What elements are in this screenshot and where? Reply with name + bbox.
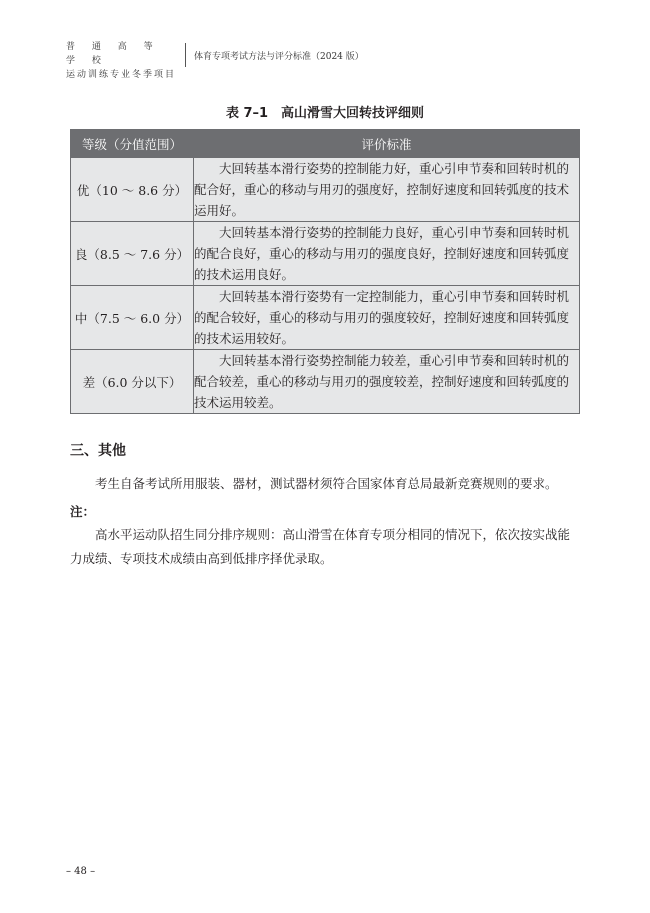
book-title: 体育专项考试方法与评分标准（2024 版） (194, 52, 364, 62)
header-grade: 等级（分值范围） (71, 130, 194, 158)
grade-cell: 良（8.5 ～ 7.6 分） (71, 222, 194, 286)
page-number: – 48 – (66, 866, 96, 877)
header-criteria: 评价标准 (194, 130, 580, 158)
section-heading: 三、其他 (70, 443, 126, 459)
grade-cell: 优（10 ～ 8.6 分） (71, 158, 194, 222)
table-caption: 表 7–1 高山滑雪大回转技评细则 (225, 106, 425, 121)
grade-cell: 差（6.0 分以下） (71, 350, 194, 414)
equipment-paragraph: 考生自备考试所用服装、器材，测试器材须符合国家体育总局最新竞赛规则的要求。 (95, 476, 558, 491)
criteria-cell: 大回转基本滑行姿势的控制能力好，重心引申节奏和回转时机的配合好，重心的移动与用刃的强度好，控制好速度和回转弧度的技术运用好。 (194, 158, 580, 222)
series-title-line2: 运动训练专业冬季项目 (66, 70, 177, 80)
grade-cell: 中（7.5 ～ 6.0 分） (71, 286, 194, 350)
table-row (71, 158, 580, 222)
series-title-line1: 普 通 高 等 学 校 (66, 42, 160, 66)
criteria-cell: 大回转基本滑行姿势控制能力较差，重心引申节奏和回转时机的配合较差，重心的移动与用刃的强度较差，控制好速度和回转弧度的技术运用较差。 (194, 350, 580, 414)
note-label: 注： (70, 504, 96, 519)
table-row (71, 222, 580, 286)
table-header-row (71, 130, 580, 158)
table-row (71, 286, 580, 350)
criteria-cell: 大回转基本滑行姿势的控制能力良好，重心引申节奏和回转时机的配合良好，重心的移动与用刃的强度良好，控制好速度和回转弧度的技术运用良好。 (194, 222, 580, 286)
header-divider (185, 43, 186, 67)
ranking-note-paragraph: 高水平运动队招生同分排序规则：高山滑雪在体育专项分相同的情况下，依次按实战能力成绩、专项技术成绩由高到低排序择优录取。 (70, 527, 571, 566)
table-row (71, 350, 580, 414)
series-title (66, 40, 184, 82)
criteria-cell: 大回转基本滑行姿势有一定控制能力，重心引申节奏和回转时机的配合较好，重心的移动与用刃的强度较好，控制好速度和回转弧度的技术运用较好。 (194, 286, 580, 350)
evaluation-table (70, 129, 580, 414)
